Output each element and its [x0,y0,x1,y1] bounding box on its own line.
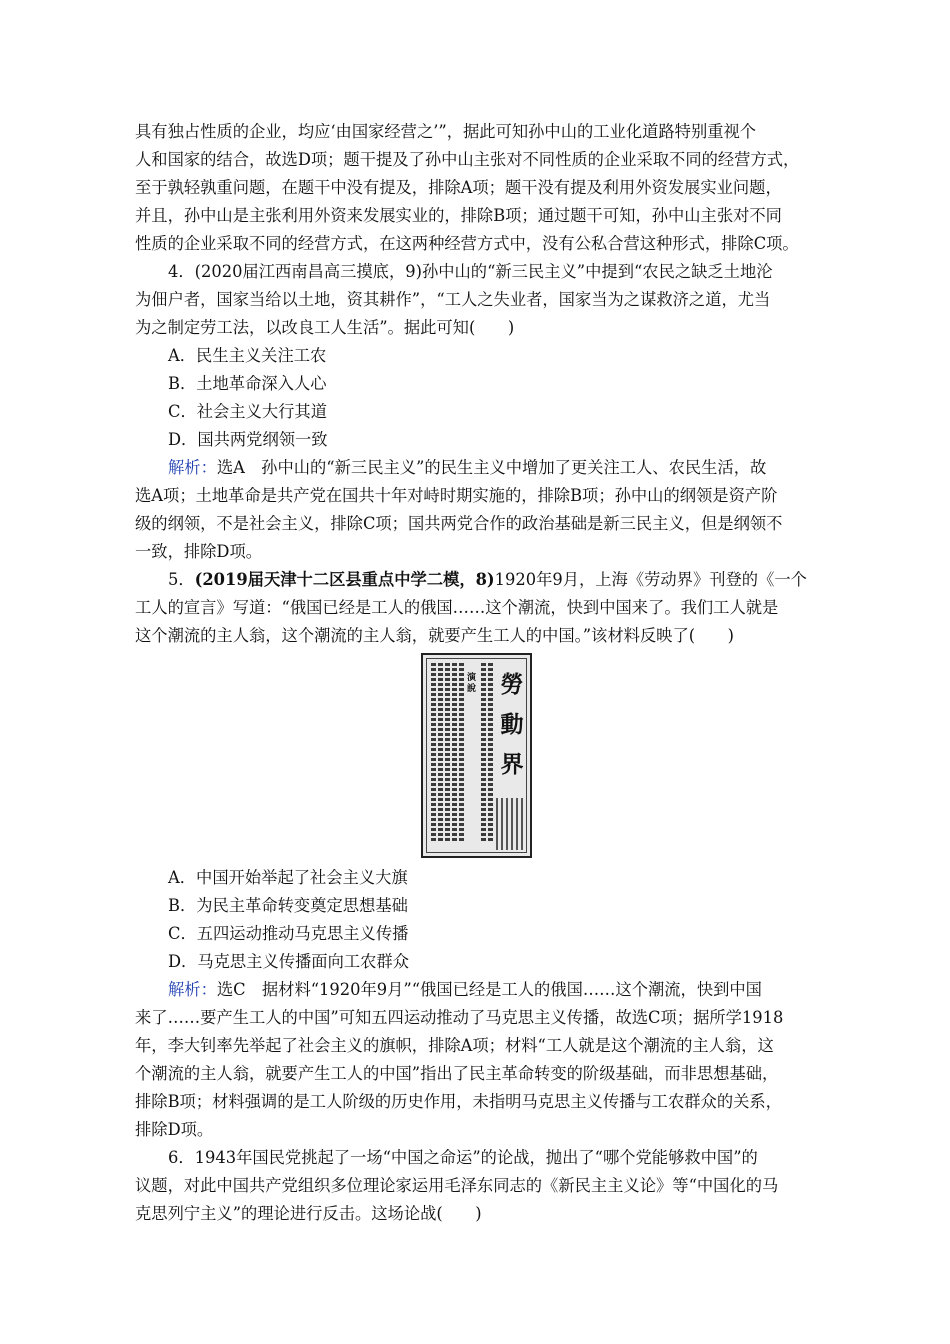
analysis-label: 解析： [168,458,217,477]
text-line: 并且，孙中山是主张利用外资来发展实业的，排除B项；通过题干可知，孙中山主张对不同 [135,206,782,225]
text-line [135,976,825,1004]
question-5-option-b: B．为民主革命转变奠定思想基础 [168,896,408,915]
text-column [452,663,457,841]
question-5-stem [135,566,825,650]
newspaper-image [421,653,532,858]
text-line: 年，李大钊率先举起了社会主义的旗帜，排除A项；材料“工人就是这个潮流的主人翁，这 [135,1036,774,1055]
question-4-option-a: A．民生主义关注工农 [168,346,327,365]
text-line: 排除D项。 [135,1120,214,1139]
question-5-option-c: C．五四运动推动马克思主义传播 [168,924,409,943]
newspaper-headline: 演說 [467,673,477,694]
text-line: 级的纲领，不是社会主义，排除C项；国共两党合作的政治基础是新三民主义，但是纲领不 [135,514,783,533]
text-line: 人和国家的结合，故选D项；题干提及了孙中山主张对不同性质的企业采取不同的经营方式， [135,150,800,169]
text-line: 个潮流的主人翁，就要产生工人的中国”指出了民主革命转变的阶级基础，而非思想基础， [135,1064,779,1083]
text-line: 议题，对此中国共产党组织多位理论家运用毛泽东同志的《新民主主义论》等“中国化的马 [135,1176,779,1195]
text-line: 克思列宁主义”的理论进行反击。这场论战( ) [135,1204,482,1223]
text-line [135,454,825,482]
text-line: 性质的企业采取不同的经营方式，在这两种经营方式中，没有公私合营这种形式，排除C项。 [135,234,799,253]
question-4-stem [135,258,825,342]
newspaper-issue-block [496,798,526,850]
question-5-analysis [135,976,825,1144]
text-line: 具有独占性质的企业，均应‘由国家经营之’”，据此可知孙中山的工业化道路特别重视个 [135,122,757,141]
question-number: 5． [168,570,195,589]
analysis-text: 选C 据材料“1920年9月”“俄国已经是工人的俄国……这个潮流，快到中国 [216,980,762,999]
text-line: 为之制定劳工法，以改良工人生活”。据此可知( ) [135,318,515,337]
text-column [481,663,486,841]
text-line: 6．1943年国民党挑起了一场“中国之命运”的论战，抛出了“哪个党能够救中国”的 [168,1148,758,1167]
text-line [135,566,825,594]
text-line: 来了……要产生工人的中国”可知五四运动推动了马克思主义传播，故选C项；据所学1918 [135,1008,784,1027]
text-column [459,663,464,841]
question-5-option-a: A．中国开始举起了社会主义大旗 [168,868,408,887]
question-4-option-c: C．社会主义大行其道 [168,402,327,421]
text-column [438,663,443,841]
analysis-text: 选A 孙中山的“新三民主义”的民生主义中增加了更关注工人、农民生活，故 [216,458,767,477]
text-column [431,663,436,841]
text-line: 4．(2020届江西南昌高三摸底，9)孙中山的“新三民主义”中提到“农民之缺乏土地沦 [168,262,773,281]
text-line: 工人的宣言》写道：“俄国已经是工人的俄国……这个潮流，快到中国来了。我们工人就是 [135,598,779,617]
text-column [488,663,493,841]
text-line: 选A项；土地革命是共产党在国共十年对峙时期实施的，排除B项；孙中山的纲领是资产阶 [135,486,778,505]
text-line: 这个潮流的主人翁，这个潮流的主人翁，就要产生工人的中国。”该材料反映了( ) [135,626,735,645]
stem-text: 1920年9月，上海《劳动界》刊登的《一个 [494,570,807,589]
analysis-label: 解析： [168,980,217,999]
question-4-analysis [135,454,825,566]
q3-analysis [135,118,825,258]
text-line: 一致，排除D项。 [135,542,263,561]
question-4-option-b: B．土地革命深入人心 [168,374,327,393]
text-line: 为佃户者，国家当给以土地，资其耕作”，“工人之失业者，国家当为之谋救济之道，尤当 [135,290,771,309]
question-source: (2019届天津十二区县重点中学二模，8) [194,570,495,589]
text-line: 排除B项；材料强调的是工人阶级的历史作用，未指明马克思主义传播与工农群众的关系， [135,1092,782,1111]
text-line: 至于孰轻孰重问题，在题干中没有提及，排除A项；题干没有提及利用外资发展实业问题， [135,178,782,197]
text-column [445,663,450,841]
question-4-option-d: D．国共两党纲领一致 [168,430,328,449]
question-5-option-d: D．马克思主义传播面向工农群众 [168,952,409,971]
newspaper-masthead: 勞動界 [500,671,524,778]
question-6-stem [135,1144,825,1228]
